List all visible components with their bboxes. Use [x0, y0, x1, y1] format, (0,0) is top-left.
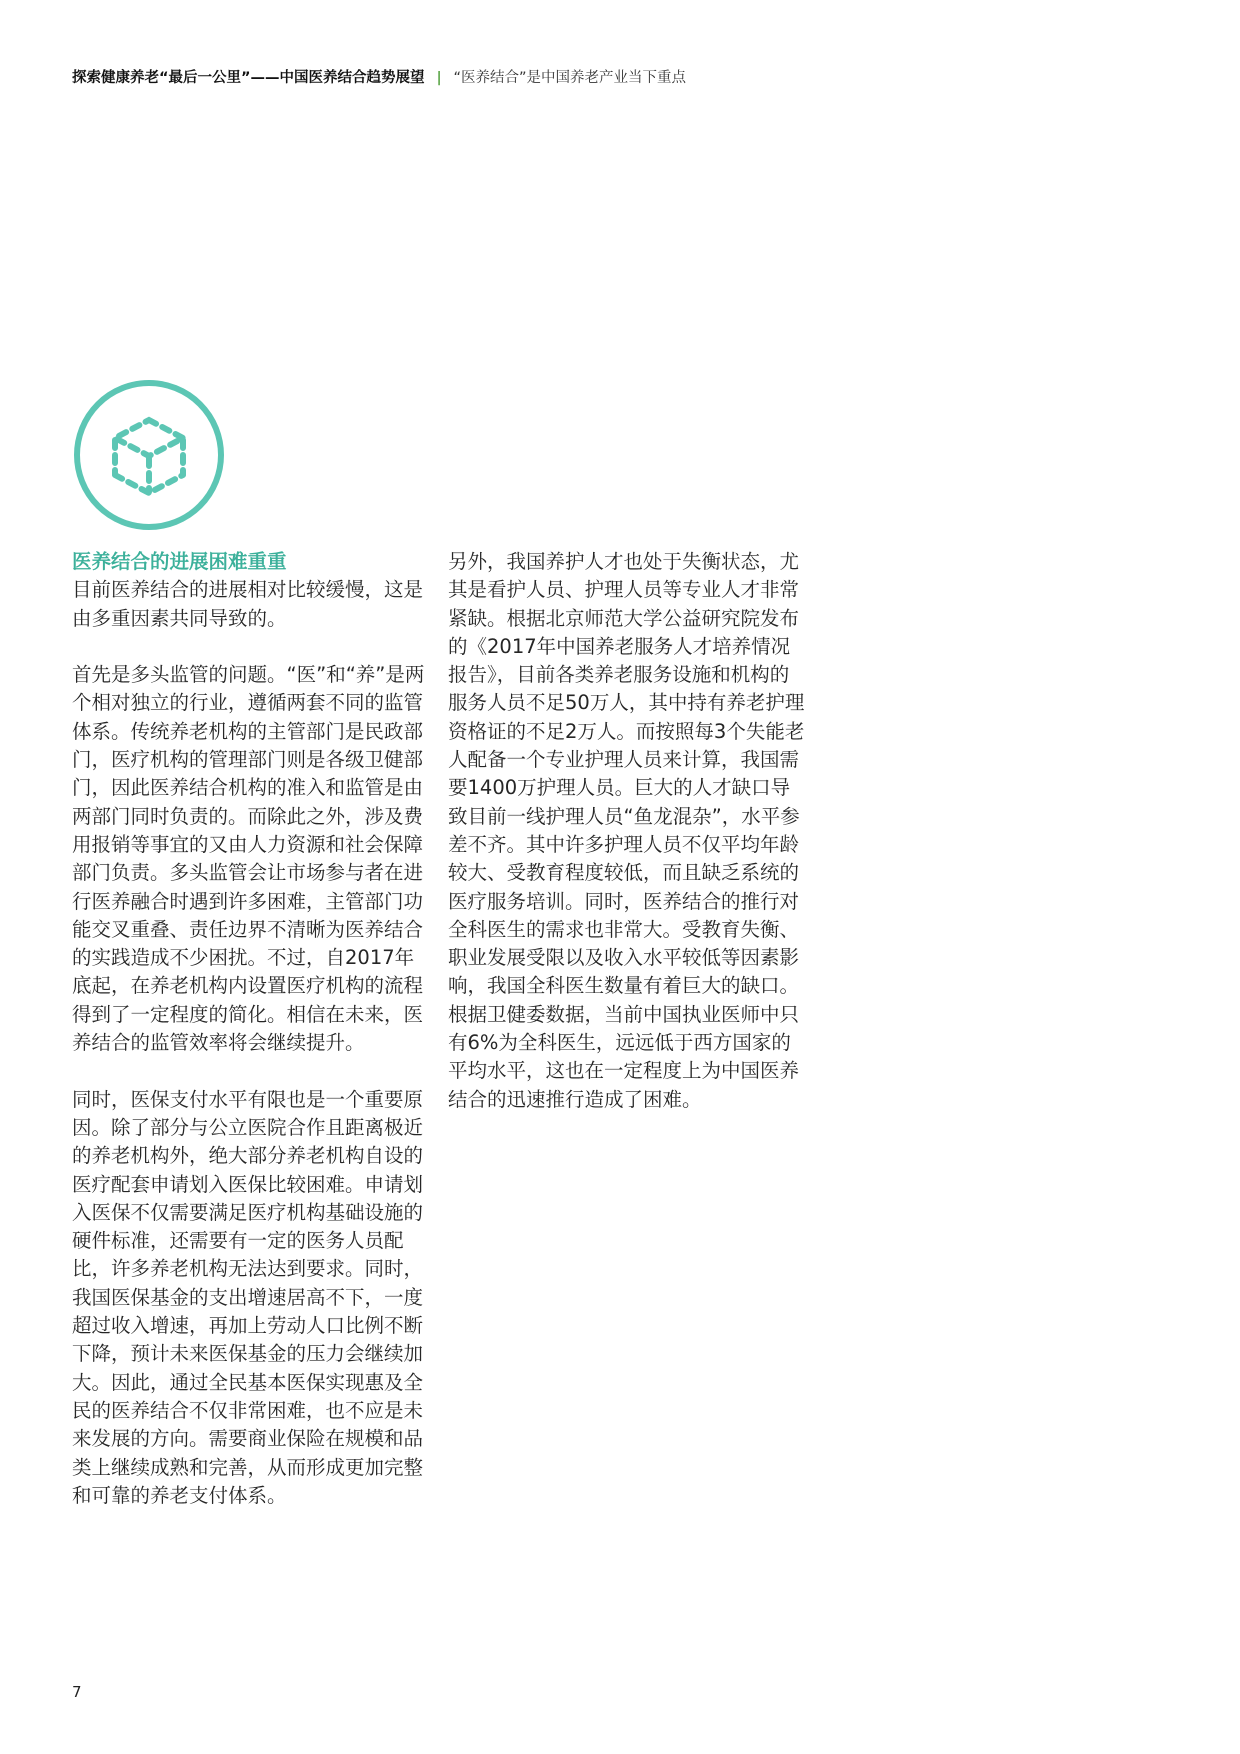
- header-separator: |: [436, 70, 442, 86]
- right-column: [448, 548, 808, 1114]
- report-title: 探索健康养老“最后一公里”——中国医养结合趋势展望: [72, 70, 425, 86]
- page-number: 7: [72, 1683, 82, 1701]
- paragraph-intro: 目前医养结合的进展相对比较缓慢，这是由多重因素共同导致的。: [72, 578, 424, 630]
- section-heading: 医养结合的进展困难重重: [72, 550, 287, 573]
- section-title: “医养结合”是中国养老产业当下重点: [453, 70, 686, 86]
- left-column: [72, 548, 432, 1510]
- running-header: [72, 68, 686, 88]
- paragraph-insurance: 同时，医保支付水平有限也是一个重要原因。除了部分与公立医院合作且距离极近的养老机构外，绝大部分养老机构自设的医疗配套申请划入医保比较困难。申请划入医保不仅需要满足医疗机构基础设施的硬件标准，还需要有一定的医务人员配比，许多养老机构无法达到要求。同时，我国医保基金的支出增速居高不下，一度超过收入增速，再加上劳动人口比例不断下降，预计未来医保基金的压力会继续加大。因此，通过全民基本医保实现惠及全民的医养结合不仅非常困难，也不应是未来发展的方向。需要商业保险在规模和品类上继续成熟和完善，从而形成更加完整和可靠的养老支付体系。: [72, 1087, 424, 1507]
- dashed-cube-icon: [72, 378, 226, 532]
- paragraph-regulation: 首先是多头监管的问题。“医”和“养”是两个相对独立的行业，遵循两套不同的监管体系。传统养老机构的主管部门是民政部门，医疗机构的管理部门则是各级卫健部门，因此医养结合机构的准入和监管是由两部门同时负责的。而除此之外，涉及费用报销等事宜的又由人力资源和社会保障部门负责。多头监管会让市场参与者在进行医养融合时遇到许多困难，主管部门功能交叉重叠、责任边界不清晰为医养结合的实践造成不少困扰。不过，自2017年底起，在养老机构内设置医疗机构的流程得到了一定程度的简化。相信在未来，医养结合的监管效率将会继续提升。: [72, 663, 425, 1055]
- paragraph-talent: 另外，我国养护人才也处于失衡状态，尤其是看护人员、护理人员等专业人才非常紧缺。根据北京师范大学公益研究院发布的《2017年中国养老服务人才培养情况报告》，目前各类养老服务设施和机构的服务人员不足50万人，其中持有养老护理资格证的不足2万人。而按照每3个失能老人配备一个专业护理人员来计算，我国需要1400万护理人员。巨大的人才缺口导致目前一线护理人员“鱼龙混杂”，水平参差不齐。其中许多护理人员不仅平均年龄较大、受教育程度较低，而且缺乏系统的医疗服务培训。同时，医养结合的推行对全科医生的需求也非常大。受教育失衡、职业发展受限以及收入水平较低等因素影响，我国全科医生数量有着巨大的缺口。根据卫健委数据，当前中国执业医师中只有6%为全科医生，远远低于西方国家的平均水平，这也在一定程度上为中国医养结合的迅速推行造成了困难。: [448, 550, 805, 1111]
- section-badge: [72, 378, 226, 532]
